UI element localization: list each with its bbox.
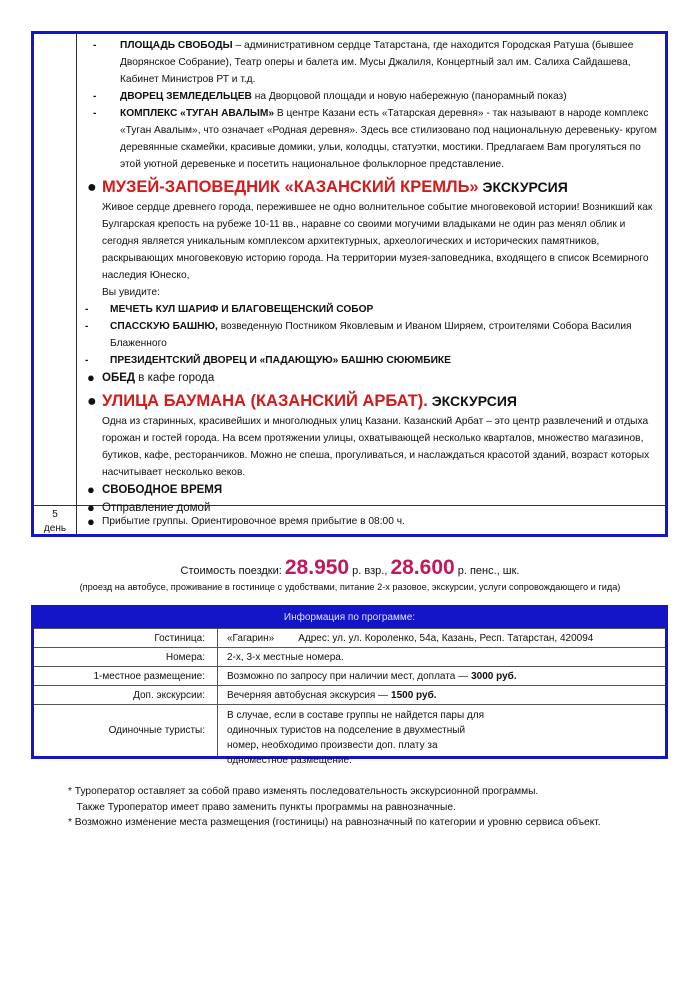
info-row-extra-excursions: Доп. экскурсии: Вечерняя автобусная экскурсия — 1500 руб. xyxy=(34,685,665,704)
footnotes: * Туроператор оставляет за собой право изменять последовательность экскурсионной программы. Также Туроператор имеет право заменить пункты программы на равнозначные. * Возможно изменение места размещения (гостиницы) на равнозначный по категории и уровню сервиса объект. xyxy=(68,786,601,828)
price-line: Стоимость поездки: 28.950 р. взр., 28.600 р. пенс., шк. xyxy=(180,556,520,579)
dash-icon: - xyxy=(93,40,97,51)
sub-item-tugan-avalym: - КОМПЛЕКС «ТУГАН АВАЛЫМ» В центре Казани есть «Татарская деревня» - так называют в народе комплекс «Туган Авалым», что означает «Родная деревня». Здесь все стилизовано под национальную деревеньку- кругом деревянные скамейки, красивые домики, ульи, колодцы, статуэтки, мостики. Предлагаем Вам прогуляться по этой уютной деревеньке и посетить национальное фольклорное представление. xyxy=(82,105,659,173)
dash-icon: - xyxy=(85,321,89,332)
departure-item: ● Отправление домой xyxy=(87,500,211,515)
column-divider xyxy=(76,34,77,534)
day5-content: ● Прибытие группы. Ориентировочное время прибытие в 08:00 ч. xyxy=(87,514,405,529)
reduced-price: 28.600 xyxy=(390,556,455,579)
lunch-item: ● ОБЕД в кафе города xyxy=(87,370,215,385)
bullet-icon: ● xyxy=(87,179,97,196)
price-note: (проезд на автобусе, проживание в гостинице с удобствами, питание 2-х разовое, экскурсии, услуги сопровождающего и гида) xyxy=(79,582,621,592)
program-table xyxy=(31,31,668,537)
bullet-icon: ● xyxy=(87,393,97,410)
dash-icon: - xyxy=(93,108,97,119)
info-header: Информация по программе: xyxy=(34,608,665,628)
free-time-item: ● СВОБОДНОЕ ВРЕМЯ xyxy=(87,482,223,497)
sight-kul-sharif: - МЕЧЕТЬ КУЛ ШАРИФ И БЛАГОВЕЩЕНСКИЙ СОБОР xyxy=(82,301,659,318)
info-row-rooms: Номера: 2-х, 3-х местные номера. xyxy=(34,647,665,666)
dash-icon: - xyxy=(85,304,89,315)
bullet-icon: ● xyxy=(87,370,95,385)
info-table xyxy=(31,605,668,766)
adult-price: 28.950 xyxy=(284,556,350,579)
day4-content xyxy=(82,37,659,517)
bullet-icon: ● xyxy=(87,514,95,529)
info-row-single-tourists: Одиночные туристы: В случае, если в составе группы не найдется пары для одиночных туристов на подселение в двухместный номер, необходимо произвести доп. плату за одноместное размещение. xyxy=(34,704,665,756)
you-will-see-label: Вы увидите: xyxy=(102,287,160,298)
dash-icon: - xyxy=(85,355,89,366)
sub-item-svobody: - ПЛОЩАДЬ СВОБОДЫ – административном сердце Татарстана, где находится Городская Ратуша (бывшее Дворянское Собрание), Театр оперы и балета им. Мусы Джалиля, Концертный зал им. Салиха Сайдашева, Кабинет Министров РТ и т.д. xyxy=(82,37,659,88)
dash-icon: - xyxy=(93,91,97,102)
bullet-icon: ● xyxy=(87,482,95,497)
sub-item-zemledeltsev: - ДВОРЕЦ ЗЕМЛЕДЕЛЬЦЕВ на Дворцовой площади и новую набережную (панорамный показ) xyxy=(82,88,659,105)
bullet-icon: ● xyxy=(87,500,95,515)
info-row-hotel: Гостиница: «Гагарин» Адрес: ул. ул. Короленко, 54а, Казань, Респ. Татарстан, 420094 xyxy=(34,628,665,647)
bauman-description: Одна из старинных, красивейших и многолюдных улиц Казани. Казанский Арбат – это центр развлечений и отдыха горожан и гостей города. На всем протяжении улицы, охватывающей несколько кварталов, множество магазинов, бутиков, кафе, ресторанчиков. Можно не спеша, прогуливаться, и наслаждаться красотой зданий, возраст которых насчитывает несколько веков. xyxy=(102,416,650,478)
kremlin-description: Живое сердце древнего города, пережившее не одно волнительное событие многовековой истории! Возникший как Булгарская крепость на рубеже 10-11 вв., наравне со своими могучими владыками не один раз менял облик и сегодня является уникальным комплексом архитектурных, археологических и исторических памятников, раскрывающих многовековую историю города. На территории музея-заповедника, входящего в список Всемирного наследия Юнеско, xyxy=(102,202,653,281)
info-row-single: 1-местное размещение: Возможно по запросу при наличии мест, доплата — 3000 руб. xyxy=(34,666,665,685)
bauman-heading: ● УЛИЦА БАУМАНА (КАЗАНСКИЙ АРБАТ). ЭКСКУРСИЯ xyxy=(82,389,659,413)
sight-president-palace: - ПРЕЗИДЕНТСКИЙ ДВОРЕЦ И «ПАДАЮЩУЮ» БАШНЮ СЮЮМБИКЕ xyxy=(82,352,659,369)
sight-spasskaya: - СПАССКУЮ БАШНЮ, возведенную Постником Яковлевым и Иваном Ширяем, строителями Собора Василия Блаженного xyxy=(82,318,659,352)
day5-label: 5 день xyxy=(43,509,67,534)
kremlin-heading: ● МУЗЕЙ-ЗАПОВЕДНИК «КАЗАНСКИЙ КРЕМЛЬ» ЭКСКУРСИЯ xyxy=(82,175,659,199)
